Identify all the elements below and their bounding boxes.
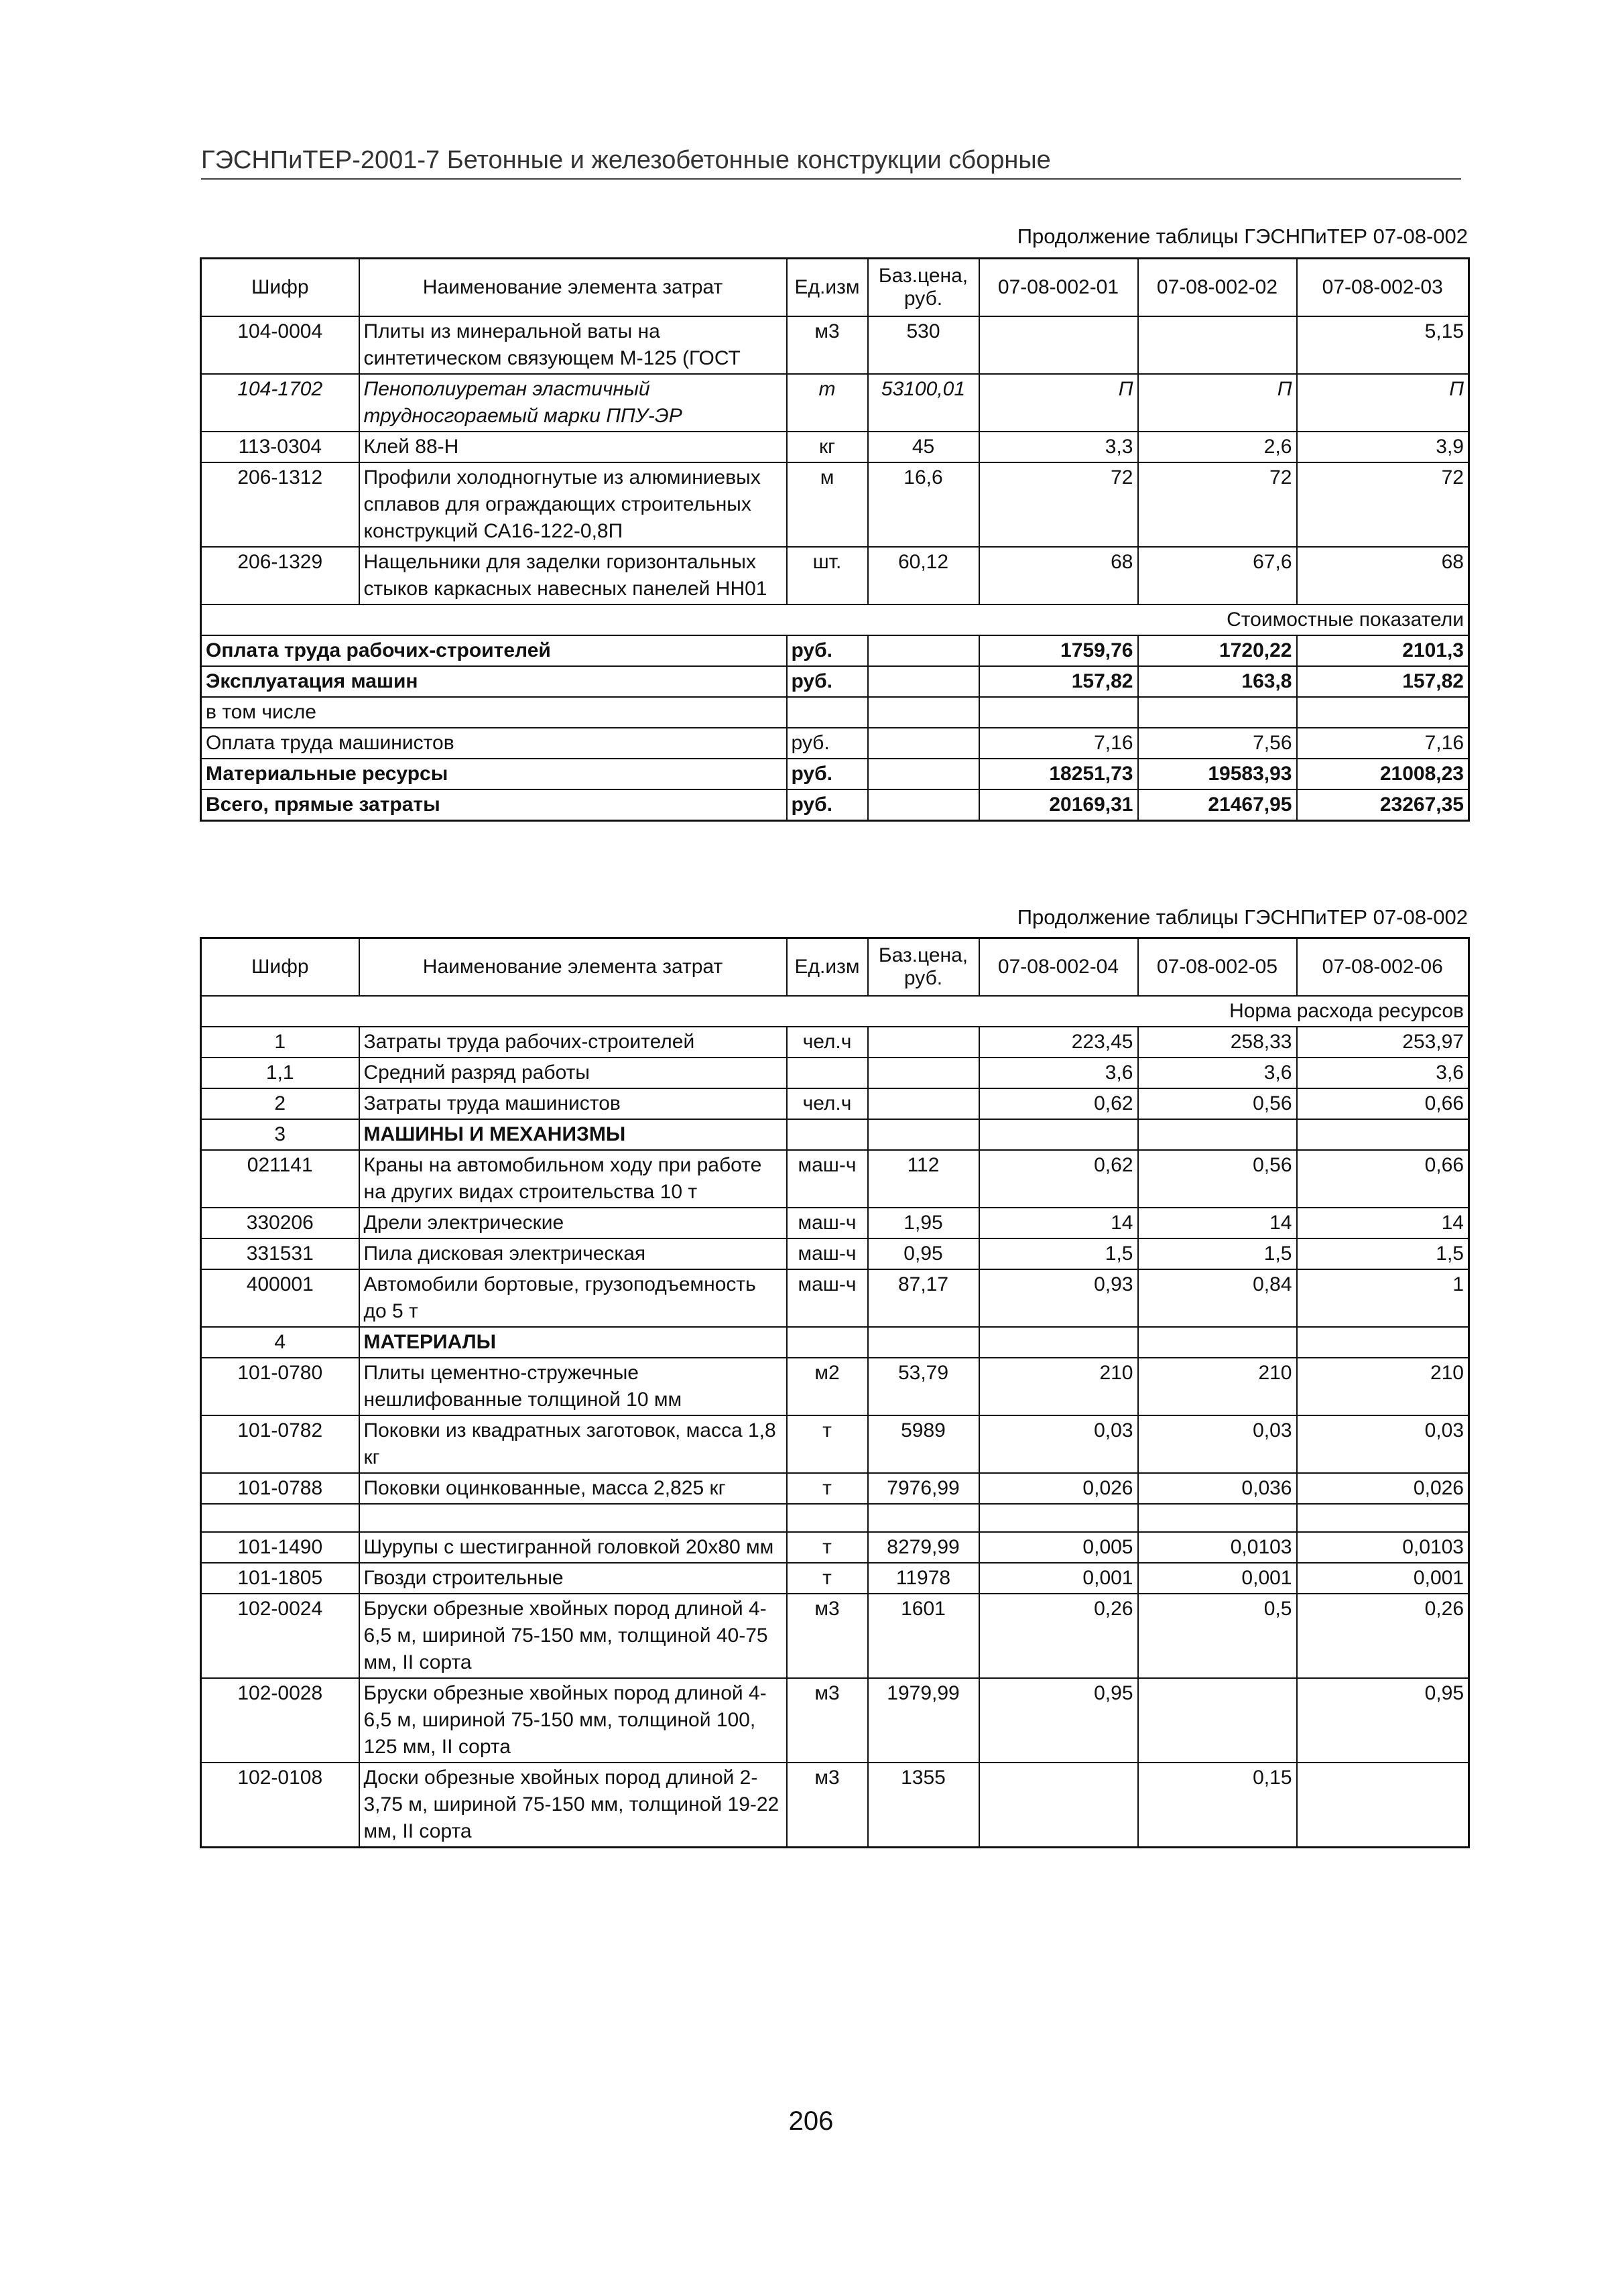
row-price: 53,79 <box>868 1358 979 1415</box>
row-value-1: П <box>979 374 1138 432</box>
row-value-3: 68 <box>1297 547 1469 604</box>
summary-value-3: 2101,3 <box>1297 635 1469 666</box>
summary-unit: руб. <box>787 635 868 666</box>
row-unit: т <box>787 1473 868 1504</box>
row-value-1: 0,95 <box>979 1678 1138 1763</box>
row-value-1: 0,93 <box>979 1269 1138 1327</box>
row-price: 1979,99 <box>868 1678 979 1763</box>
row-unit: кг <box>787 432 868 462</box>
col-header-variant-6: 07-08-002-06 <box>1297 938 1469 997</box>
row-value-2: 1,5 <box>1138 1238 1297 1269</box>
summary-value-3: 23267,35 <box>1297 789 1469 821</box>
row-value-2: 0,15 <box>1138 1763 1297 1848</box>
row-value-2: 67,6 <box>1138 547 1297 604</box>
row-value-3: 1 <box>1297 1269 1469 1327</box>
row-code: 102-0024 <box>201 1594 359 1678</box>
row-name: Шурупы с шестигранной головкой 20х80 мм <box>359 1532 787 1563</box>
row-value-3: 0,0103 <box>1297 1532 1469 1563</box>
section-title: МАШИНЫ И МЕХАНИЗМЫ <box>359 1119 787 1150</box>
row-value-1: 3,3 <box>979 432 1138 462</box>
summary-unit: руб. <box>787 666 868 697</box>
row-name: Профили холодногнутые из алюминиевых сплавов для ограждающих строительных конструкций СА16-122-0,8П <box>359 462 787 547</box>
row-code: 104-1702 <box>201 374 359 432</box>
table-row <box>201 374 1469 432</box>
row-unit: м3 <box>787 1763 868 1848</box>
table-row <box>201 1208 1469 1238</box>
summary-value-3: 7,16 <box>1297 728 1469 759</box>
summary-value-1 <box>979 697 1138 728</box>
row-value-1: 0,26 <box>979 1594 1138 1678</box>
empty-cell <box>1138 1327 1297 1358</box>
row-value-3: 0,66 <box>1297 1088 1469 1119</box>
row-value-3: 5,15 <box>1297 316 1469 374</box>
row-value-3 <box>1297 1763 1469 1848</box>
empty-cell <box>359 1504 787 1532</box>
col-header-code: Шифр <box>201 259 359 317</box>
row-price: 112 <box>868 1150 979 1208</box>
summary-row <box>201 697 1469 728</box>
row-code: 331531 <box>201 1238 359 1269</box>
empty-cell <box>1297 1504 1469 1532</box>
row-price: 530 <box>868 316 979 374</box>
table-row <box>201 1358 1469 1415</box>
row-value-1: 14 <box>979 1208 1138 1238</box>
table-row <box>201 1088 1469 1119</box>
cost-band-row <box>201 604 1469 635</box>
summary-row <box>201 728 1469 759</box>
table-row <box>201 1473 1469 1504</box>
table-row <box>201 1027 1469 1058</box>
summary-label: Всего, прямые затраты <box>201 789 787 821</box>
table2-header-row <box>201 938 1469 997</box>
row-code: 2 <box>201 1088 359 1119</box>
row-name: Затраты труда рабочих-строителей <box>359 1027 787 1058</box>
norm-band-label: Норма расхода ресурсов <box>201 996 1469 1027</box>
row-unit: т <box>787 374 868 432</box>
row-price: 53100,01 <box>868 374 979 432</box>
row-code: 101-1490 <box>201 1532 359 1563</box>
table1 <box>200 257 1470 822</box>
summary-label: Материальные ресурсы <box>201 759 787 789</box>
row-value-2: 0,03 <box>1138 1415 1297 1473</box>
row-price: 1601 <box>868 1594 979 1678</box>
page-number: 206 <box>788 2106 834 2136</box>
row-value-2: 72 <box>1138 462 1297 547</box>
row-name: Средний разряд работы <box>359 1058 787 1088</box>
col-header-code: Шифр <box>201 938 359 997</box>
row-unit <box>787 1058 868 1088</box>
row-name: Гвозди строительные <box>359 1563 787 1594</box>
row-value-2: 14 <box>1138 1208 1297 1238</box>
row-value-1: 0,03 <box>979 1415 1138 1473</box>
row-value-1: 223,45 <box>979 1027 1138 1058</box>
row-value-3: 253,97 <box>1297 1027 1469 1058</box>
row-value-1 <box>979 316 1138 374</box>
empty-cell <box>787 1327 868 1358</box>
row-price <box>868 1058 979 1088</box>
row-unit: т <box>787 1415 868 1473</box>
row-value-2: 258,33 <box>1138 1027 1297 1058</box>
table2 <box>200 937 1470 1848</box>
row-value-3: 0,95 <box>1297 1678 1469 1763</box>
empty-cell <box>1138 1119 1297 1150</box>
col-header-unit: Ед.изм <box>787 938 868 997</box>
section-code: 4 <box>201 1327 359 1358</box>
row-unit: т <box>787 1563 868 1594</box>
col-header-unit: Ед.изм <box>787 259 868 317</box>
row-value-2: П <box>1138 374 1297 432</box>
summary-price <box>868 635 979 666</box>
summary-value-1: 20169,31 <box>979 789 1138 821</box>
table-row <box>201 1763 1469 1848</box>
empty-cell <box>787 1504 868 1532</box>
section-row-materials <box>201 1327 1469 1358</box>
header-rule <box>201 178 1461 180</box>
row-value-2: 0,56 <box>1138 1150 1297 1208</box>
col-header-variant-1: 07-08-002-01 <box>979 259 1138 317</box>
col-header-variant-4: 07-08-002-04 <box>979 938 1138 997</box>
row-price: 7976,99 <box>868 1473 979 1504</box>
row-value-1: 1,5 <box>979 1238 1138 1269</box>
summary-value-1: 18251,73 <box>979 759 1138 789</box>
summary-price <box>868 666 979 697</box>
summary-row <box>201 759 1469 789</box>
row-value-2: 0,56 <box>1138 1088 1297 1119</box>
empty-cell <box>1297 1119 1469 1150</box>
empty-cell <box>201 1504 359 1532</box>
row-price: 8279,99 <box>868 1532 979 1563</box>
table1-header-row <box>201 259 1469 317</box>
row-unit: шт. <box>787 547 868 604</box>
row-value-1: 72 <box>979 462 1138 547</box>
row-code: 101-1805 <box>201 1563 359 1594</box>
table-row <box>201 316 1469 374</box>
summary-value-2: 19583,93 <box>1138 759 1297 789</box>
cost-band-label: Стоимостные показатели <box>201 604 1469 635</box>
summary-row <box>201 789 1469 821</box>
section-row-machines <box>201 1119 1469 1150</box>
row-price <box>868 1088 979 1119</box>
row-value-1 <box>979 1763 1138 1848</box>
empty-cell <box>1297 1327 1469 1358</box>
row-value-2: 2,6 <box>1138 432 1297 462</box>
row-unit: маш-ч <box>787 1208 868 1238</box>
empty-cell <box>868 1119 979 1150</box>
col-header-variant-5: 07-08-002-05 <box>1138 938 1297 997</box>
row-value-3: 3,6 <box>1297 1058 1469 1088</box>
empty-cell <box>868 1504 979 1532</box>
table-row <box>201 462 1469 547</box>
row-value-3: 1,5 <box>1297 1238 1469 1269</box>
row-value-1: 0,62 <box>979 1088 1138 1119</box>
table-row <box>201 1678 1469 1763</box>
summary-unit <box>787 697 868 728</box>
summary-value-2: 21467,95 <box>1138 789 1297 821</box>
row-code: 400001 <box>201 1269 359 1327</box>
row-price: 0,95 <box>868 1238 979 1269</box>
empty-cell <box>1138 1504 1297 1532</box>
row-value-3: 0,026 <box>1297 1473 1469 1504</box>
empty-cell <box>868 1327 979 1358</box>
row-name: Бруски обрезные хвойных пород длиной 4-6,5 м, шириной 75-150 мм, толщиной 40-75 мм, II сорта <box>359 1594 787 1678</box>
row-name: Пила дисковая электрическая <box>359 1238 787 1269</box>
empty-cell <box>979 1327 1138 1358</box>
row-price: 11978 <box>868 1563 979 1594</box>
table-row <box>201 1238 1469 1269</box>
norm-band-row <box>201 996 1469 1027</box>
row-price: 1355 <box>868 1763 979 1848</box>
summary-price <box>868 789 979 821</box>
table-row <box>201 1415 1469 1473</box>
table-row <box>201 432 1469 462</box>
row-name: Поковки оцинкованные, масса 2,825 кг <box>359 1473 787 1504</box>
empty-cell <box>979 1504 1138 1532</box>
row-name: Плиты из минеральной ваты на синтетическом связующем М-125 (ГОСТ <box>359 316 787 374</box>
spacer-row <box>201 1504 1469 1532</box>
row-price: 5989 <box>868 1415 979 1473</box>
summary-row <box>201 635 1469 666</box>
row-unit: маш-ч <box>787 1238 868 1269</box>
summary-row <box>201 666 1469 697</box>
row-unit: м3 <box>787 1594 868 1678</box>
row-value-2: 0,001 <box>1138 1563 1297 1594</box>
col-header-name: Наименование элемента затрат <box>359 259 787 317</box>
row-value-3: 3,9 <box>1297 432 1469 462</box>
col-header-name: Наименование элемента затрат <box>359 938 787 997</box>
summary-price <box>868 697 979 728</box>
row-price: 16,6 <box>868 462 979 547</box>
summary-value-2: 1720,22 <box>1138 635 1297 666</box>
row-unit: маш-ч <box>787 1269 868 1327</box>
row-value-2: 210 <box>1138 1358 1297 1415</box>
col-header-variant-2: 07-08-002-02 <box>1138 259 1297 317</box>
row-value-1: 68 <box>979 547 1138 604</box>
row-value-1: 0,62 <box>979 1150 1138 1208</box>
row-name: Плиты цементно-стружечные нешлифованные толщиной 10 мм <box>359 1358 787 1415</box>
summary-value-1: 157,82 <box>979 666 1138 697</box>
row-name: Бруски обрезные хвойных пород длиной 4-6,5 м, шириной 75-150 мм, толщиной 100, 125 мм, II сорта <box>359 1678 787 1763</box>
row-value-1: 210 <box>979 1358 1138 1415</box>
table-row <box>201 1594 1469 1678</box>
row-unit: маш-ч <box>787 1150 868 1208</box>
table-row <box>201 1563 1469 1594</box>
row-name: Затраты труда машинистов <box>359 1088 787 1119</box>
summary-value-3: 21008,23 <box>1297 759 1469 789</box>
row-price: 1,95 <box>868 1208 979 1238</box>
row-code: 102-0108 <box>201 1763 359 1848</box>
row-value-3: 0,03 <box>1297 1415 1469 1473</box>
row-name: Нащельники для заделки горизонтальных стыков каркасных навесных панелей НН01 <box>359 547 787 604</box>
row-value-3: 14 <box>1297 1208 1469 1238</box>
summary-label: Оплата труда рабочих-строителей <box>201 635 787 666</box>
col-header-price: Баз.цена, руб. <box>868 259 979 317</box>
row-value-3: 0,001 <box>1297 1563 1469 1594</box>
row-value-3: 72 <box>1297 462 1469 547</box>
row-name: Краны на автомобильном ходу при работе на других видах строительства 10 т <box>359 1150 787 1208</box>
row-price <box>868 1027 979 1058</box>
row-name: Клей 88-Н <box>359 432 787 462</box>
row-name: Поковки из квадратных заготовок, масса 1,8 кг <box>359 1415 787 1473</box>
summary-value-1: 7,16 <box>979 728 1138 759</box>
section-code: 3 <box>201 1119 359 1150</box>
section-title: МАТЕРИАЛЫ <box>359 1327 787 1358</box>
summary-unit: руб. <box>787 789 868 821</box>
row-price: 87,17 <box>868 1269 979 1327</box>
row-value-2: 0,84 <box>1138 1269 1297 1327</box>
row-code: 101-0782 <box>201 1415 359 1473</box>
row-code: 330206 <box>201 1208 359 1238</box>
table2-caption: Продолжение таблицы ГЭСНПиТЕР 07-08-002 <box>1017 905 1468 929</box>
row-value-1: 0,001 <box>979 1563 1138 1594</box>
row-unit: чел.ч <box>787 1027 868 1058</box>
row-unit: м2 <box>787 1358 868 1415</box>
summary-label: Эксплуатация машин <box>201 666 787 697</box>
summary-price <box>868 728 979 759</box>
summary-label: в том числе <box>201 697 787 728</box>
row-unit: м3 <box>787 1678 868 1763</box>
table-row <box>201 1058 1469 1088</box>
table-row <box>201 1269 1469 1327</box>
summary-value-2: 163,8 <box>1138 666 1297 697</box>
row-value-1: 0,005 <box>979 1532 1138 1563</box>
row-name: Дрели электрические <box>359 1208 787 1238</box>
row-unit: м3 <box>787 316 868 374</box>
summary-value-3: 157,82 <box>1297 666 1469 697</box>
row-value-2: 3,6 <box>1138 1058 1297 1088</box>
summary-value-2: 7,56 <box>1138 728 1297 759</box>
row-unit: чел.ч <box>787 1088 868 1119</box>
summary-price <box>868 759 979 789</box>
row-code: 113-0304 <box>201 432 359 462</box>
row-value-2: 0,5 <box>1138 1594 1297 1678</box>
row-code: 101-0788 <box>201 1473 359 1504</box>
row-price: 45 <box>868 432 979 462</box>
empty-cell <box>787 1119 868 1150</box>
row-value-2: 0,0103 <box>1138 1532 1297 1563</box>
summary-label: Оплата труда машинистов <box>201 728 787 759</box>
summary-unit: руб. <box>787 728 868 759</box>
row-value-2: 0,036 <box>1138 1473 1297 1504</box>
row-name: Доски обрезные хвойных пород длиной 2-3,75 м, шириной 75-150 мм, толщиной 19-22 мм, II сорта <box>359 1763 787 1848</box>
row-value-3: 210 <box>1297 1358 1469 1415</box>
row-value-2 <box>1138 1678 1297 1763</box>
empty-cell <box>979 1119 1138 1150</box>
row-unit: т <box>787 1532 868 1563</box>
row-code: 101-0780 <box>201 1358 359 1415</box>
row-code: 102-0028 <box>201 1678 359 1763</box>
row-name: Автомобили бортовые, грузоподъемность до 5 т <box>359 1269 787 1327</box>
row-code: 1 <box>201 1027 359 1058</box>
summary-value-3 <box>1297 697 1469 728</box>
col-header-variant-3: 07-08-002-03 <box>1297 259 1469 317</box>
table-row <box>201 1150 1469 1208</box>
col-header-price: Баз.цена, руб. <box>868 938 979 997</box>
header-title: ГЭСНПиТЕР-2001-7 Бетонные и железобетонные конструкции сборные <box>201 146 1051 174</box>
summary-value-2 <box>1138 697 1297 728</box>
summary-unit: руб. <box>787 759 868 789</box>
row-code: 206-1329 <box>201 547 359 604</box>
row-value-3: 0,26 <box>1297 1594 1469 1678</box>
row-value-2 <box>1138 316 1297 374</box>
table-row <box>201 1532 1469 1563</box>
row-unit: м <box>787 462 868 547</box>
row-value-1: 3,6 <box>979 1058 1138 1088</box>
table1-caption: Продолжение таблицы ГЭСНПиТЕР 07-08-002 <box>1017 225 1468 248</box>
row-value-3: 0,66 <box>1297 1150 1469 1208</box>
table-row <box>201 547 1469 604</box>
row-value-3: П <box>1297 374 1469 432</box>
row-name: Пенополиуретан эластичный трудносгораемый марки ППУ-ЭР <box>359 374 787 432</box>
row-value-1: 0,026 <box>979 1473 1138 1504</box>
row-code: 104-0004 <box>201 316 359 374</box>
summary-value-1: 1759,76 <box>979 635 1138 666</box>
row-code: 021141 <box>201 1150 359 1208</box>
row-code: 206-1312 <box>201 462 359 547</box>
row-price: 60,12 <box>868 547 979 604</box>
running-header <box>201 146 1461 180</box>
row-code: 1,1 <box>201 1058 359 1088</box>
